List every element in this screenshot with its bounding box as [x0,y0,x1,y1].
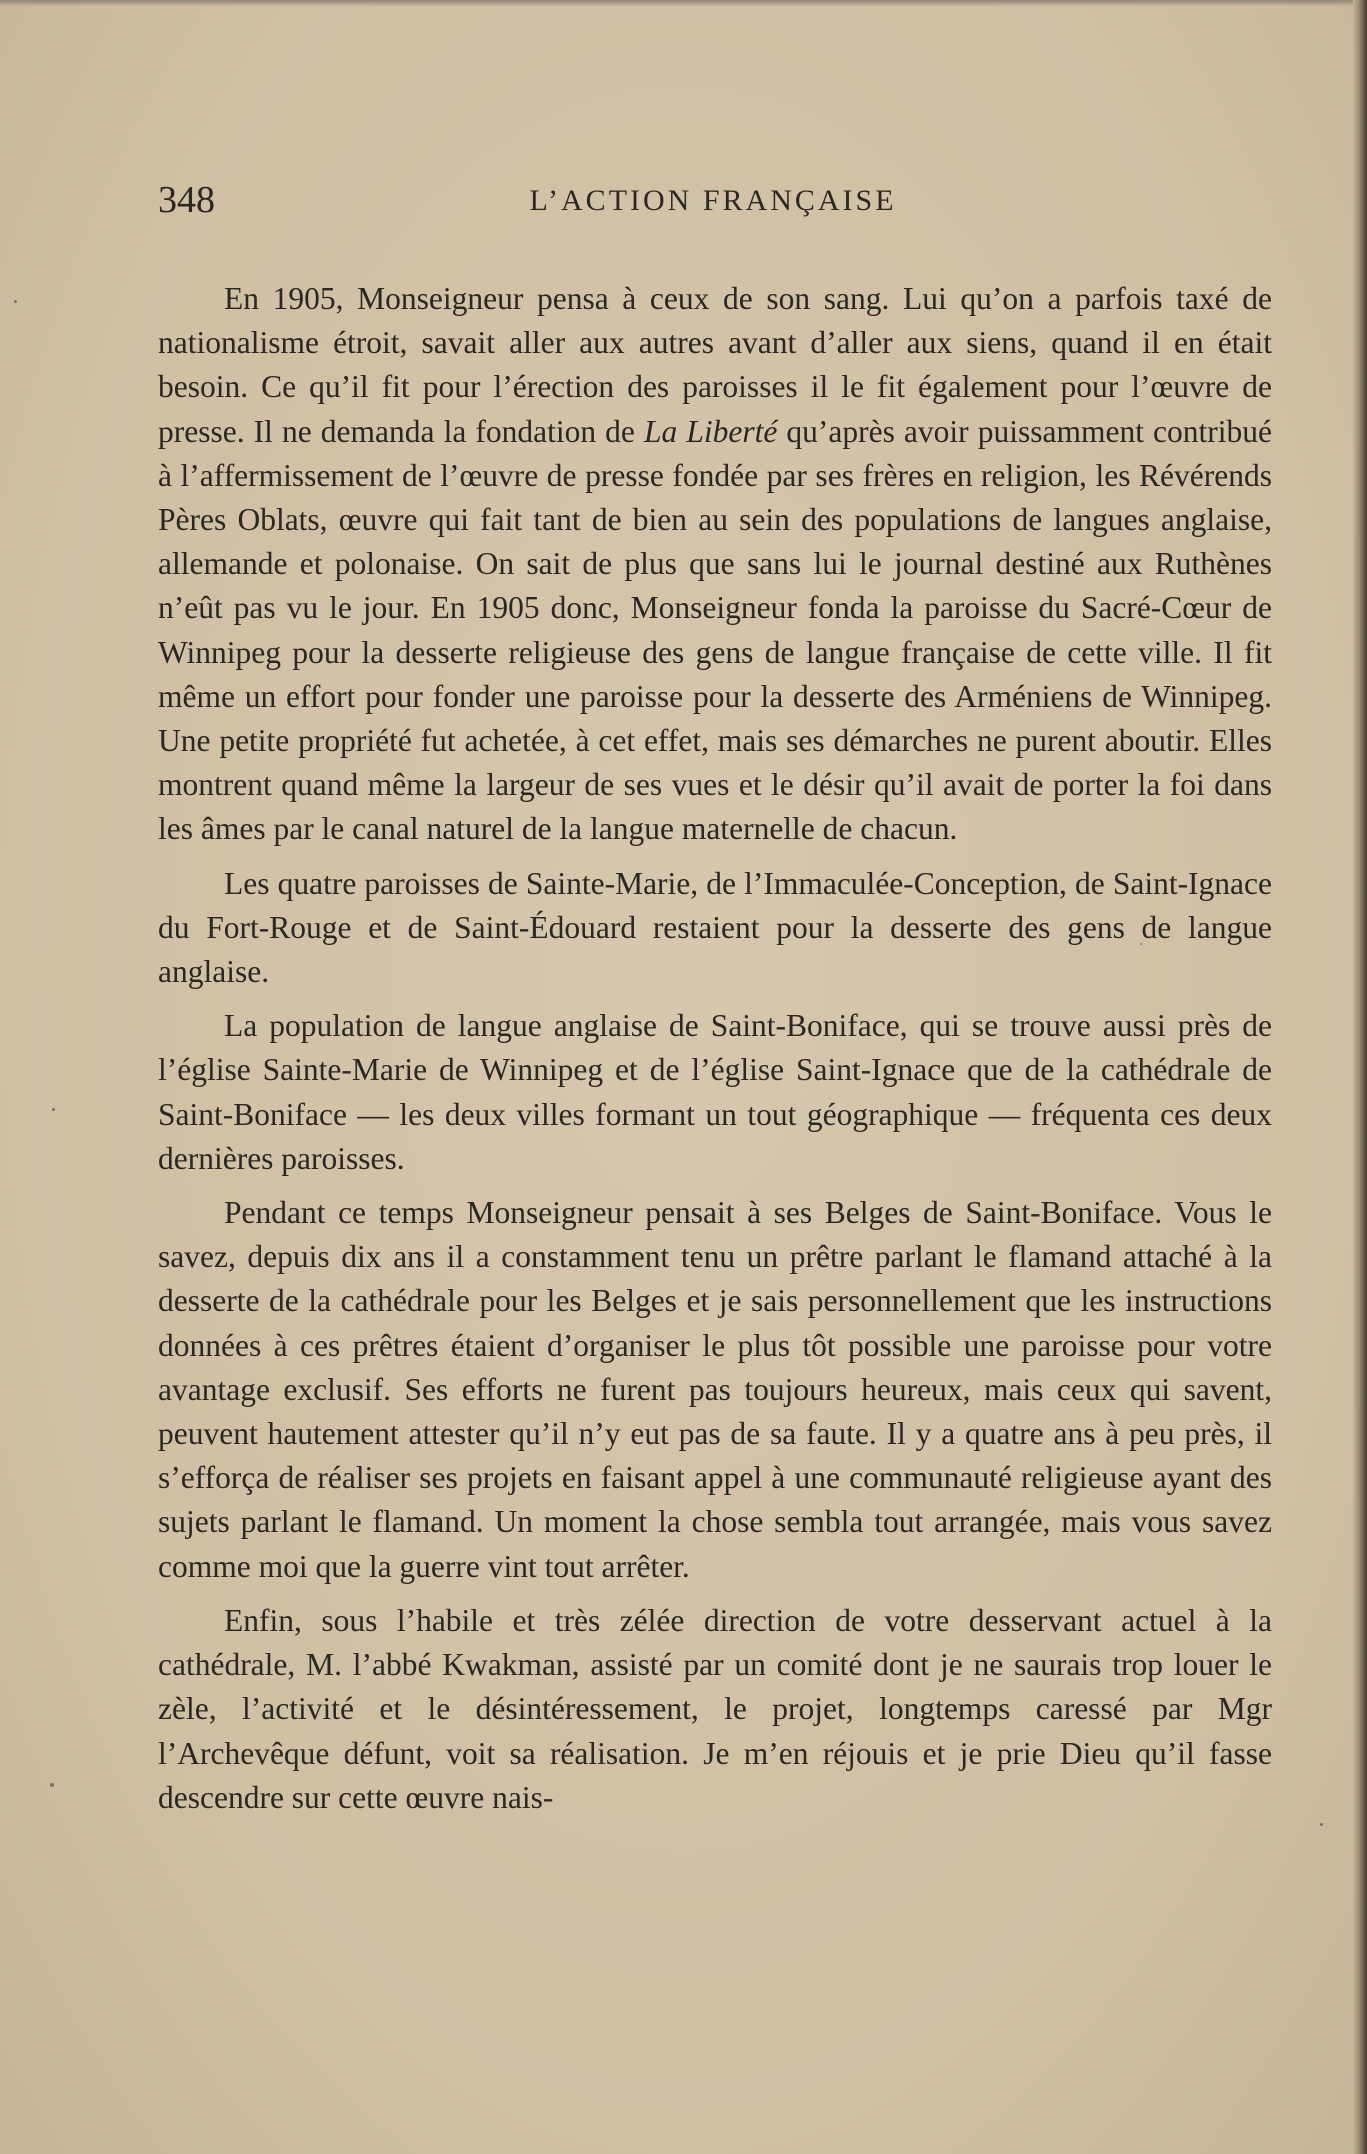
paragraph: Les quatre paroisses de Sainte-Marie, de l’Immaculée-Conception, de Saint-Ignace du Fort-Rouge et de Saint-Édouard restaient pour la desserte des gens de langue anglaise. [158,865,1272,990]
page-number: 348 [158,179,215,221]
page-header [158,178,1268,238]
paragraph [158,277,1272,852]
paper-speck [14,300,17,303]
paper-speck [50,1783,54,1787]
paragraph: Enfin, sous l’habile et très zélée direction de votre desservant actuel à la cathédrale, M. l’abbé Kwakman, assisté par un comité dont je ne saurais trop louer le zèle, l’activité et le désintéressement, le projet, longtemps caressé par Mgr l’Archevêque défunt, voit sa réalisation. Je m’en réjouis et je prie Dieu qu’il fasse descendre sur cette œuvre nais- [158,1602,1272,1815]
newspaper-title: La Liberté [643,413,778,449]
paragraph: Pendant ce temps Monseigneur pensait à ses Belges de Saint-Boniface. Vous le savez, depuis dix ans il a constamment tenu un prêtre parlant le flamand attaché à la desserte de la cathédrale pour les Belges et je sais personnellement que les instructions données à ces prêtres étaient d’organiser le plus tôt possible une paroisse pour votre avantage exclusif. Ses efforts ne furent pas toujours heureux, mais ceux qui savent, peuvent hautement attester qu’il n’y eut pas de sa faute. Il y a quatre ans à peu près, il s’efforça de réaliser ses projets en faisant appel à une communauté religieuse ayant des sujets parlant le flamand. Un moment la chose sembla tout arrangée, mais vous savez comme moi que la guerre vint tout arrêter. [158,1195,1272,1584]
running-title: L’ACTION FRANÇAISE [529,184,897,217]
page-right-edge [1353,0,1367,2154]
paper-speck [52,1108,55,1111]
paragraph-text: En 1905, Monseigneur pensa à ceux de son sang. Lui qu’on a parfois taxé de nationalisme étroit, savait aller aux autres avant d’aller aux siens, quand il en était besoin. Ce qu’il fit pour l’érection des paroisses il le fit également pour l’œuvre de presse. Il ne demanda la fondation de [158,281,1272,449]
paper-speck [1320,1823,1323,1826]
page-top-edge [0,0,1367,6]
body-text [158,277,1272,1820]
paragraph-text: qu’après avoir puissamment contribué à l’affermissement de l’œuvre de presse fondée par ses frères en religion, les Révérends Pères Oblats, œuvre qui fait tant de bien au sein des populations de langues anglaise, allemande et polonaise. On sait de plus que sans lui le journal destiné aux Ruthènes n’eût pas vu le jour. En 1905 donc, Monseigneur fonda la paroisse du Sacré-Cœur de Winnipeg pour la desserte religieuse des gens de langue française de cette ville. Il fit même un effort pour fonder une paroisse pour la desserte des Arméniens de Winnipeg. Une petite propriété fut achetée, à cet effet, mais ses démarches ne purent aboutir. Elles montrent quand même la largeur de ses vues et le désir qu’il avait de porter la foi dans les âmes par le canal naturel de la langue maternelle de chacun. [158,413,1272,847]
paragraph: La population de langue anglaise de Saint-Boniface, qui se trouve aussi près de l’église Sainte-Marie de Winnipeg et de l’église Saint-Ignace que de la cathédrale de Saint-Boniface — les deux villes formant un tout géographique — fréquenta ces deux dernières paroisses. [158,1008,1272,1176]
